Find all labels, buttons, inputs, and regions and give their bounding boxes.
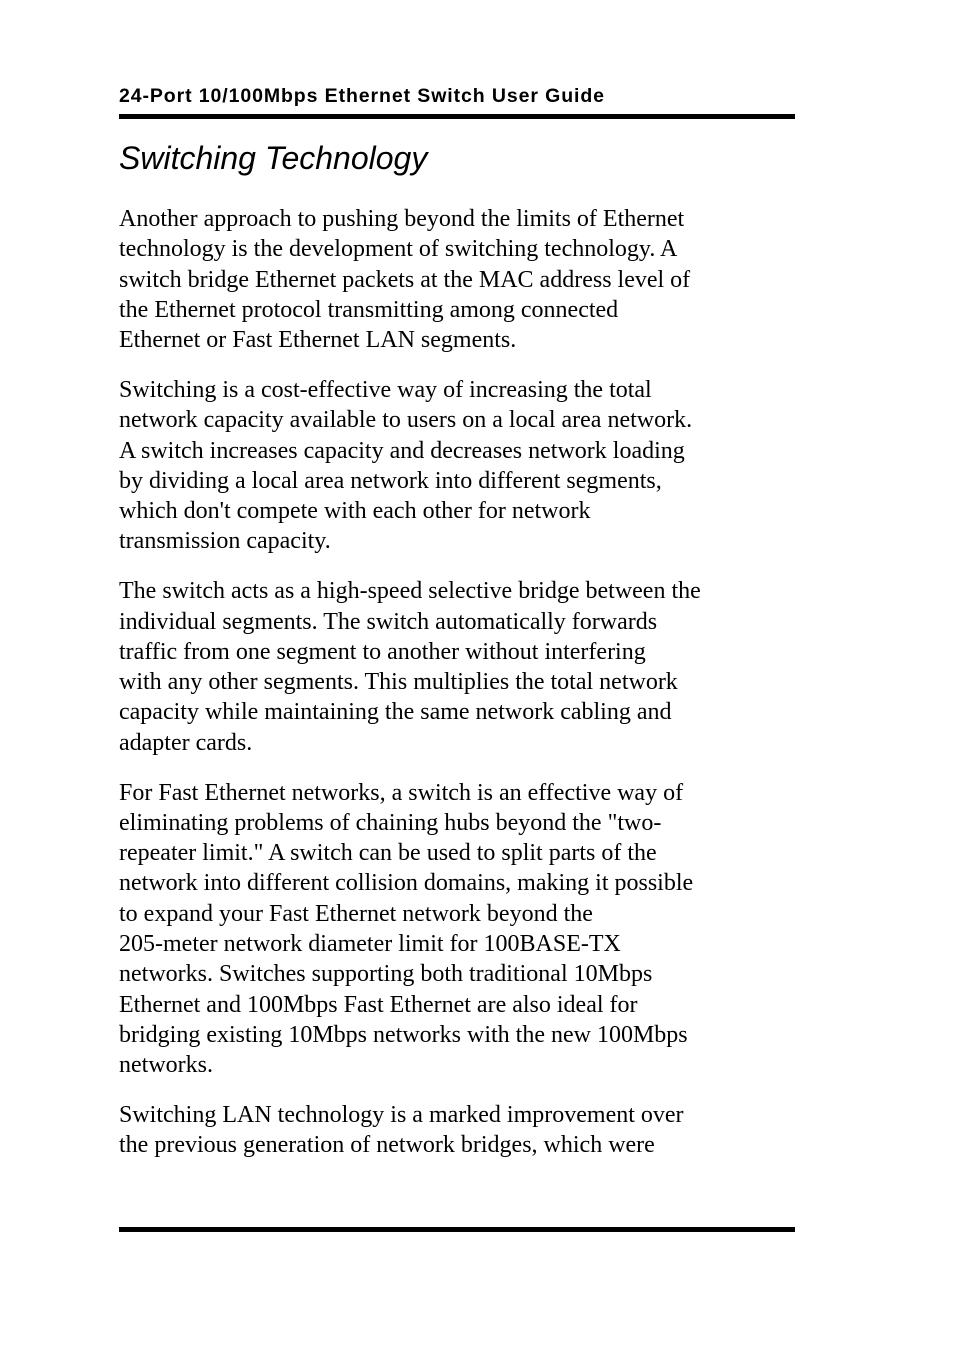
text-line: the previous generation of network bridges, which were xyxy=(119,1132,655,1159)
text-line: Ethernet and 100Mbps Fast Ethernet are also ideal for xyxy=(119,991,638,1018)
text-line: Another approach to pushing beyond the limits of Ethernet xyxy=(119,206,685,232)
text-line: bridging existing 10Mbps networks with the new 100Mbps xyxy=(119,1021,688,1048)
text-line: Ethernet or Fast Ethernet LAN segments. xyxy=(119,327,517,354)
text-line: The switch acts as a high-speed selective bridge between the xyxy=(119,578,701,605)
text-line: which don't compete with each other for network xyxy=(119,498,591,525)
text-line: transmission capacity. xyxy=(119,528,331,555)
text-line: networks. Switches supporting both traditional 10Mbps xyxy=(119,961,653,988)
text-line: adapter cards. xyxy=(119,729,253,756)
paragraph-3 xyxy=(119,576,809,758)
footer-rule xyxy=(119,1227,795,1232)
text-line: networks. xyxy=(119,1052,213,1079)
text-line: switch bridge Ethernet packets at the MAC address level of xyxy=(119,266,691,293)
paragraph-4 xyxy=(119,778,809,1081)
text-line: traffic from one segment to another without interfering xyxy=(119,638,646,665)
text-line: For Fast Ethernet networks, a switch is an effective way of xyxy=(119,779,684,806)
paragraph-5 xyxy=(119,1100,809,1161)
text-line: the Ethernet protocol transmitting among connected xyxy=(119,296,619,323)
text-line: to expand your Fast Ethernet network beyond the xyxy=(119,900,593,927)
text-line: Switching LAN technology is a marked improvement over xyxy=(119,1102,684,1129)
running-header: 24-Port 10/100Mbps Ethernet Switch User Guide xyxy=(119,85,605,107)
text-line: individual segments. The switch automatically forwards xyxy=(119,608,658,635)
paragraph-1 xyxy=(119,204,809,355)
text-line: capacity while maintaining the same network cabling and xyxy=(119,699,672,726)
section-title: Switching Technology xyxy=(119,140,428,176)
text-line: network capacity available to users on a local area network. xyxy=(119,407,693,434)
text-line: Switching is a cost-effective way of increasing the total xyxy=(119,376,652,403)
paragraph-2 xyxy=(119,375,809,557)
text-line: repeater limit." A switch can be used to split parts of the xyxy=(119,840,657,867)
text-line: network into different collision domains, making it possible xyxy=(119,870,694,897)
text-line: technology is the development of switching technology. A xyxy=(119,236,678,263)
header-rule xyxy=(119,114,795,119)
body-text xyxy=(119,204,809,1180)
text-line: 205-meter network diameter limit for 100BASE-TX xyxy=(119,931,621,958)
text-line: with any other segments. This multiplies the total network xyxy=(119,669,678,696)
text-line: eliminating problems of chaining hubs beyond the "two- xyxy=(119,809,662,836)
text-line: by dividing a local area network into different segments, xyxy=(119,467,662,494)
text-line: A switch increases capacity and decreases network loading xyxy=(119,437,685,464)
